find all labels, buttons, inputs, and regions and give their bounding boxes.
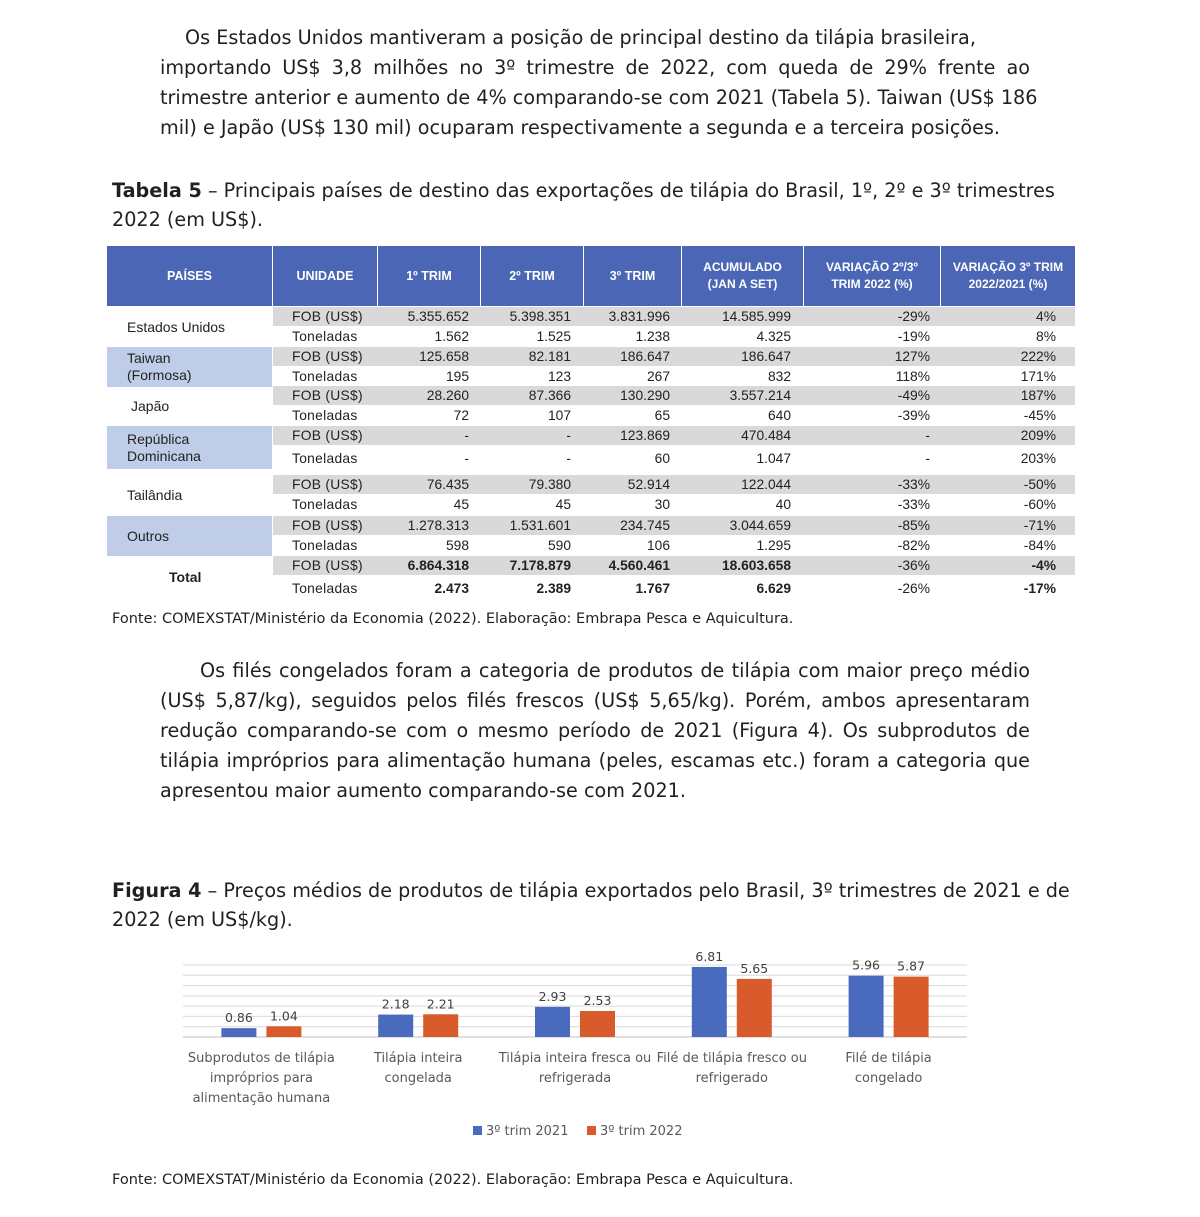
value-cell-t3: 4.560.461 [608, 558, 670, 573]
value-cell-v1: 118% [895, 369, 930, 384]
bar-2022 [737, 979, 772, 1037]
th-paises: PAÍSES [107, 246, 272, 306]
table-header [107, 246, 1075, 306]
row-shading [273, 556, 1075, 575]
row-shading [273, 475, 1075, 494]
legend-swatch-2021 [473, 1126, 482, 1135]
figure-caption-text-2: 2022 (em US$/kg). [112, 908, 293, 931]
value-cell-t1: 28.260 [426, 388, 469, 403]
value-cell-t3: 234.745 [620, 518, 670, 533]
value-cell-t3: 106 [646, 538, 670, 553]
table-row [107, 386, 1075, 406]
data-label: 5.96 [852, 957, 881, 973]
value-cell-v1: -33% [897, 477, 930, 492]
category-label: Subprodutos de tilápia [187, 1051, 335, 1066]
value-cell-t2: 45 [555, 497, 571, 512]
figure-caption-text: – Preços médios de produtos de tilápia exportados pelo Brasil, 3º trimestres de 2021 e de [201, 879, 1070, 902]
value-cell-acc: 1.047 [756, 451, 791, 466]
country-label: Estados Unidos [127, 319, 226, 335]
value-cell-t1: 2.473 [434, 581, 469, 596]
country-label: Tailândia [127, 487, 183, 503]
value-cell-t3: 1.767 [635, 581, 670, 596]
unit-cell: FOB (US$) [292, 558, 363, 573]
value-cell-acc: 40 [775, 497, 791, 512]
value-cell-t3: 130.290 [620, 388, 670, 403]
bar-2022 [894, 977, 929, 1037]
th-variacao-3-2021: VARIAÇÃO 3º TRIM 2022/2021 (%) [941, 246, 1075, 306]
value-cell-v2: 209% [1020, 428, 1056, 443]
unit-cell: FOB (US$) [292, 349, 363, 364]
value-cell-acc: 6.629 [756, 581, 791, 596]
body-line: tilápia impróprios para alimentação humana (peles, escamas etc.) foram a categoria que [160, 749, 1030, 772]
category-label: impróprios para [209, 1071, 313, 1086]
data-label: 2.53 [583, 992, 612, 1008]
category-label: refrigerado [695, 1071, 768, 1086]
value-cell-t2: 87.366 [528, 388, 571, 403]
value-cell-v2: -71% [1023, 518, 1056, 533]
value-cell-t1: 1.562 [434, 329, 469, 344]
row-shading [273, 386, 1075, 405]
value-cell-acc: 3.557.214 [729, 388, 791, 403]
country-label: Japão [131, 398, 170, 414]
data-label: 0.86 [224, 1010, 253, 1026]
bar-2021 [378, 1015, 413, 1037]
value-cell-t2: 2.389 [536, 581, 571, 596]
bar-2021 [849, 976, 884, 1037]
value-cell-v1: -85% [897, 518, 930, 533]
value-cell-t2: - [566, 451, 571, 466]
unit-cell: FOB (US$) [292, 477, 363, 492]
table-caption [112, 176, 1087, 234]
value-cell-v1: - [925, 428, 930, 443]
table-row [107, 556, 1075, 576]
body-line: apresentou maior aumento comparando-se com 2021. [160, 779, 686, 802]
data-label: 2.18 [381, 996, 410, 1012]
value-cell-acc: 470.484 [741, 428, 791, 443]
row-shading [273, 347, 1075, 366]
value-cell-v2: -50% [1023, 477, 1056, 492]
value-cell-t2: 82.181 [528, 349, 571, 364]
value-cell-v2: 203% [1020, 451, 1056, 466]
value-cell-t2: 107 [547, 408, 571, 423]
value-cell-v1: -36% [897, 558, 930, 573]
value-cell-acc: 3.044.659 [729, 518, 791, 533]
table-row [107, 327, 1075, 347]
country-label: Taiwan (Formosa) [127, 350, 192, 383]
unit-cell: Toneladas [292, 329, 358, 344]
value-cell-v1: -26% [897, 581, 930, 596]
unit-cell: FOB (US$) [292, 309, 363, 324]
th-acumulado: ACUMULADO (JAN A SET) [682, 246, 803, 306]
value-cell-v2: -45% [1023, 408, 1056, 423]
category-label: Tilápia inteira [373, 1051, 463, 1066]
value-cell-acc: 14.585.999 [721, 309, 791, 324]
value-cell-t1: 76.435 [426, 477, 469, 492]
table-row [107, 449, 1075, 469]
bar-2021 [221, 1028, 256, 1037]
intro-line: mil) e Japão (US$ 130 mil) ocuparam respectivamente a segunda e a terceira posições. [160, 116, 1001, 139]
value-cell-v2: -84% [1023, 538, 1056, 553]
row-shading [273, 516, 1075, 535]
value-cell-t2: 590 [547, 538, 571, 553]
value-cell-t1: 45 [453, 497, 469, 512]
table-row [107, 475, 1075, 495]
value-cell-v1: -39% [897, 408, 930, 423]
unit-cell: Toneladas [292, 497, 358, 512]
category-label: Filé de tilápia fresco ou [656, 1051, 807, 1066]
value-cell-t1: - [464, 451, 469, 466]
value-cell-t1: 125.658 [419, 349, 469, 364]
legend-swatch-2022 [587, 1126, 596, 1135]
unit-cell: FOB (US$) [292, 428, 363, 443]
table-row [107, 536, 1075, 556]
value-cell-v1: -82% [897, 538, 930, 553]
value-cell-t3: 30 [654, 497, 670, 512]
value-cell-v2: 222% [1020, 349, 1056, 364]
value-cell-t1: 5.355.652 [407, 309, 469, 324]
country-label: República Dominicana [127, 431, 201, 464]
body-line: Os filés congelados foram a categoria de produtos de tilápia com maior preço médio [200, 659, 1030, 682]
row-shading [273, 307, 1075, 326]
value-cell-t3: 1.238 [635, 329, 670, 344]
value-cell-v1: -33% [897, 497, 930, 512]
data-label: 5.65 [740, 960, 769, 976]
unit-cell: Toneladas [292, 408, 358, 423]
intro-line: trimestre anterior e aumento de 4% comparando-se com 2021 (Tabela 5). Taiwan (US$ 186 [160, 86, 1038, 109]
figure-caption [112, 876, 1087, 934]
bar-2022 [423, 1014, 458, 1037]
category-label: congelada [384, 1071, 452, 1086]
value-cell-v2: 171% [1020, 369, 1056, 384]
value-cell-v2: 187% [1020, 388, 1056, 403]
category-label: congelado [854, 1071, 923, 1086]
table-row [107, 406, 1075, 426]
legend-label: 3º trim 2022 [600, 1124, 683, 1139]
table-row [107, 367, 1075, 387]
table-row [107, 579, 1075, 599]
row-shading [273, 426, 1075, 445]
value-cell-t3: 267 [646, 369, 670, 384]
figure-source: Fonte: COMEXSTAT/Ministério da Economia (2022). Elaboração: Embrapa Pesca e Aquicultura. [112, 1172, 794, 1188]
th-unidade: UNIDADE [273, 246, 377, 306]
value-cell-t1: 195 [445, 369, 469, 384]
value-cell-t3: 60 [654, 451, 670, 466]
bar-2021 [535, 1007, 570, 1037]
value-cell-v2: -4% [1031, 558, 1056, 573]
price-chart [140, 945, 1040, 1155]
th-1-trim: 1º TRIM [378, 246, 480, 306]
table-row [107, 307, 1075, 327]
data-label: 5.87 [897, 958, 926, 974]
value-cell-t1: 72 [453, 408, 469, 423]
table-caption-label: Tabela 5 [112, 179, 202, 202]
value-cell-acc: 186.647 [741, 349, 791, 364]
table-row [107, 495, 1075, 515]
value-cell-t2: 1.525 [536, 329, 571, 344]
value-cell-acc: 640 [767, 408, 791, 423]
table-source: Fonte: COMEXSTAT/Ministério da Economia (2022). Elaboração: Embrapa Pesca e Aquicultura. [112, 611, 794, 627]
country-label: Total [169, 569, 202, 585]
data-label: 1.04 [269, 1008, 298, 1024]
value-cell-t2: 7.178.879 [509, 558, 571, 573]
value-cell-t2: - [566, 428, 571, 443]
value-cell-t3: 186.647 [620, 349, 670, 364]
category-label: Filé de tilápia [845, 1051, 932, 1066]
value-cell-v2: -60% [1023, 497, 1056, 512]
intro-line: Os Estados Unidos mantiveram a posição de principal destino da tilápia brasileira, [185, 26, 976, 49]
unit-cell: FOB (US$) [292, 388, 363, 403]
unit-cell: Toneladas [292, 581, 358, 596]
value-cell-t3: 3.831.996 [608, 309, 670, 324]
table-row [107, 426, 1075, 446]
legend-label: 3º trim 2021 [486, 1124, 569, 1139]
bar-2021 [692, 967, 727, 1037]
unit-cell: Toneladas [292, 538, 358, 553]
value-cell-t1: 1.278.313 [407, 518, 469, 533]
intro-paragraph [160, 23, 1038, 143]
th-2-trim: 2º TRIM [481, 246, 583, 306]
unit-cell: Toneladas [292, 451, 358, 466]
category-label: alimentação humana [192, 1091, 331, 1106]
value-cell-t2: 123 [547, 369, 571, 384]
value-cell-t2: 1.531.601 [509, 518, 571, 533]
data-label: 2.93 [538, 988, 567, 1004]
unit-cell: FOB (US$) [292, 518, 363, 533]
value-cell-v1: - [925, 451, 930, 466]
bar-2022 [580, 1011, 615, 1037]
value-cell-v1: -29% [897, 309, 930, 324]
value-cell-t1: - [464, 428, 469, 443]
table-row [107, 347, 1075, 367]
table-row [107, 516, 1075, 536]
value-cell-acc: 122.044 [741, 477, 791, 492]
category-label: Tilápia inteira fresca ou [498, 1051, 652, 1066]
country-label: Outros [127, 528, 170, 544]
value-cell-t1: 598 [445, 538, 469, 553]
value-cell-t3: 52.914 [627, 477, 670, 492]
intro-line: importando US$ 3,8 milhões no 3º trimestre de 2022, com queda de 29% frente ao [160, 56, 1030, 79]
category-label: refrigerada [538, 1071, 612, 1086]
figure-caption-label: Figura 4 [112, 879, 202, 902]
value-cell-v1: 127% [894, 349, 930, 364]
body-paragraph [160, 656, 1030, 806]
value-cell-v1: -19% [897, 329, 930, 344]
value-cell-t1: 6.864.318 [407, 558, 469, 573]
body-line: redução comparando-se com o mesmo período de 2021 (Figura 4). Os subprodutos de [160, 719, 1030, 742]
value-cell-v2: -17% [1023, 581, 1056, 596]
data-label: 6.81 [695, 948, 724, 964]
value-cell-v2: 8% [1036, 329, 1056, 344]
value-cell-t3: 65 [654, 408, 670, 423]
body-line: (US$ 5,87/kg), seguidos pelos filés frescos (US$ 5,65/kg). Porém, ambos apresentaram [160, 689, 1030, 712]
value-cell-acc: 832 [767, 369, 791, 384]
value-cell-t2: 79.380 [528, 477, 571, 492]
exports-table [107, 246, 1075, 606]
value-cell-t3: 123.869 [620, 428, 670, 443]
value-cell-acc: 18.603.658 [721, 558, 791, 573]
value-cell-v2: 4% [1036, 309, 1056, 324]
table-caption-text-2: 2022 (em US$). [112, 208, 264, 231]
data-label: 2.21 [426, 996, 455, 1012]
bar-2022 [266, 1026, 301, 1037]
th-3-trim: 3º TRIM [584, 246, 681, 306]
value-cell-acc: 1.295 [756, 538, 791, 553]
table-caption-text: – Principais países de destino das exportações de tilápia do Brasil, 1º, 2º e 3º trimestres [201, 179, 1055, 202]
th-variacao-2-3: VARIAÇÃO 2º/3º TRIM 2022 (%) [804, 246, 940, 306]
value-cell-v1: -49% [897, 388, 930, 403]
value-cell-t2: 5.398.351 [509, 309, 571, 324]
unit-cell: Toneladas [292, 369, 358, 384]
value-cell-acc: 4.325 [756, 329, 791, 344]
